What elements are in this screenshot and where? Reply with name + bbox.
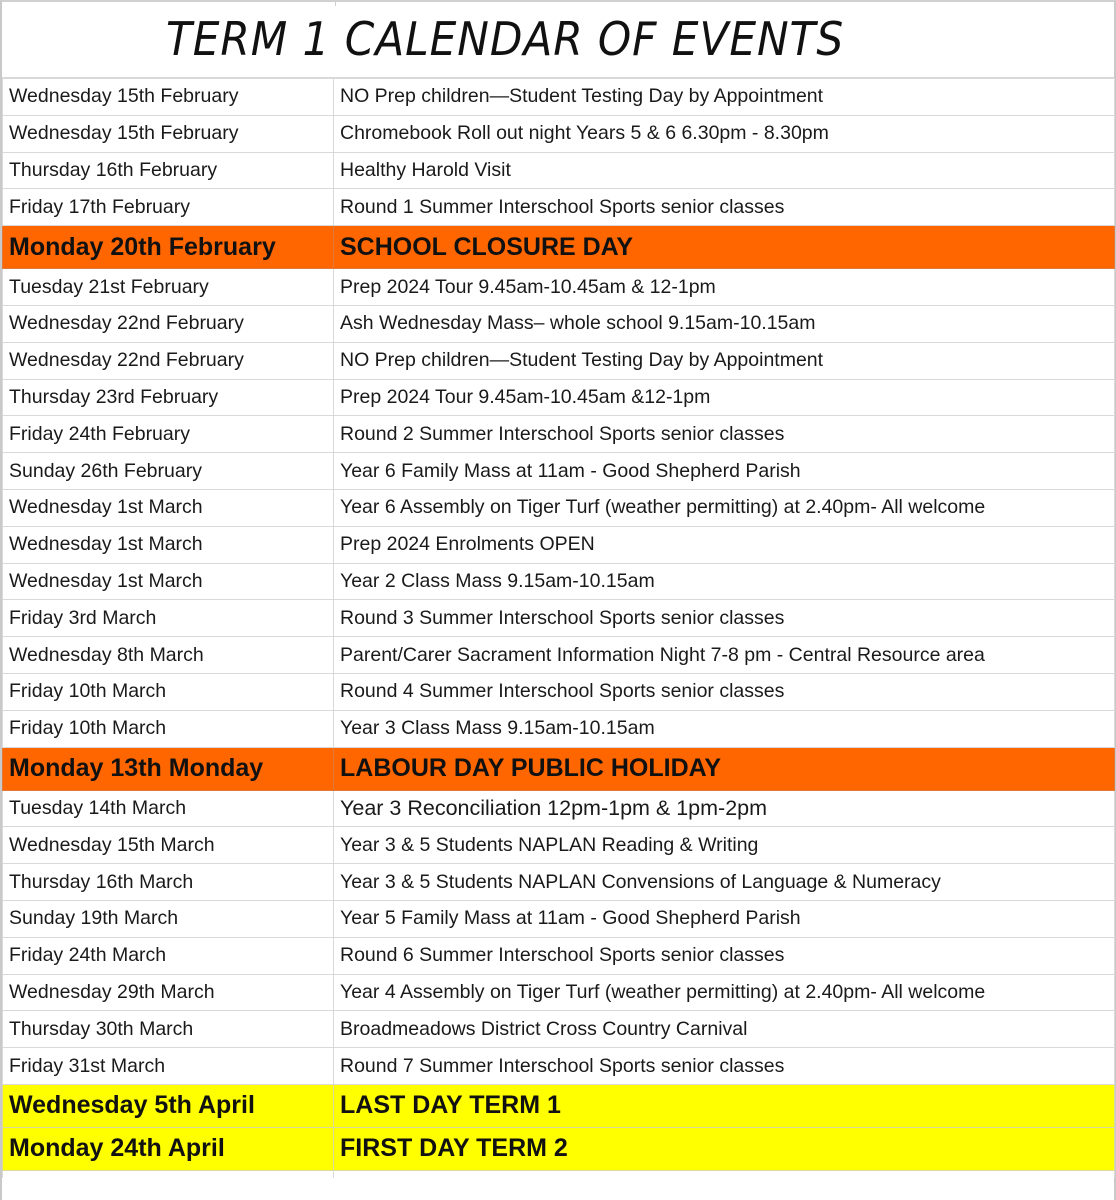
event-description: Parent/Carer Sacrament Information Night 7-8 pm - Central Resource area (334, 637, 1115, 674)
event-date: Monday 13th Monday (3, 747, 334, 790)
event-date: Friday 17th February (3, 189, 334, 226)
event-row (3, 305, 1115, 342)
event-row (3, 1084, 1115, 1127)
event-description: Broadmeadows District Cross Country Carnival (334, 1011, 1115, 1048)
event-date: Sunday 26th February (3, 453, 334, 490)
event-description: Year 3 Class Mass 9.15am-10.15am (334, 710, 1115, 747)
event-row (3, 342, 1115, 379)
event-description: Prep 2024 Tour 9.45am-10.45am & 12-1pm (334, 269, 1115, 306)
event-row (3, 269, 1115, 306)
event-row (3, 673, 1115, 710)
event-date: Friday 31st March (3, 1048, 334, 1085)
event-row (3, 790, 1115, 827)
event-row (3, 526, 1115, 563)
event-date: Monday 24th April (3, 1127, 334, 1170)
event-description: Year 3 & 5 Students NAPLAN Convensions of Language & Numeracy (334, 864, 1115, 901)
event-description: Prep 2024 Tour 9.45am-10.45am &12-1pm (334, 379, 1115, 416)
event-description: NO Prep children—Student Testing Day by Appointment (334, 342, 1115, 379)
event-date: Friday 24th March (3, 937, 334, 974)
event-row (3, 379, 1115, 416)
event-date: Wednesday 15th February (3, 115, 334, 152)
event-row (3, 79, 1115, 116)
title-row (2, 2, 1114, 78)
event-date: Wednesday 1st March (3, 489, 334, 526)
event-description: Chromebook Roll out night Years 5 & 6 6.30pm - 8.30pm (334, 115, 1115, 152)
event-date: Wednesday 15th February (3, 79, 334, 116)
event-row (3, 637, 1115, 674)
event-description: LAST DAY TERM 1 (334, 1084, 1115, 1127)
event-description: Year 4 Assembly on Tiger Turf (weather permitting) at 2.40pm- All welcome (334, 974, 1115, 1011)
event-description: Year 2 Class Mass 9.15am-10.15am (334, 563, 1115, 600)
event-date: Wednesday 5th April (3, 1084, 334, 1127)
event-description: NO Prep children—Student Testing Day by Appointment (334, 79, 1115, 116)
event-row (3, 453, 1115, 490)
event-row (3, 974, 1115, 1011)
event-description: Year 3 Reconciliation 12pm-1pm & 1pm-2pm (334, 790, 1115, 827)
event-date: Thursday 16th February (3, 152, 334, 189)
event-row (3, 710, 1115, 747)
event-date: Wednesday 22nd February (3, 342, 334, 379)
event-row (3, 152, 1115, 189)
event-description: Year 6 Assembly on Tiger Turf (weather permitting) at 2.40pm- All welcome (334, 489, 1115, 526)
empty-row (3, 1170, 1115, 1178)
event-date: Wednesday 15th March (3, 827, 334, 864)
event-date: Friday 24th February (3, 416, 334, 453)
event-row (3, 1011, 1115, 1048)
event-description: LABOUR DAY PUBLIC HOLIDAY (334, 747, 1115, 790)
event-description: Year 5 Family Mass at 11am - Good Shepherd Parish (334, 900, 1115, 937)
event-row (3, 747, 1115, 790)
event-date: Friday 10th March (3, 673, 334, 710)
event-row (3, 864, 1115, 901)
event-description: FIRST DAY TERM 2 (334, 1127, 1115, 1170)
event-date: Tuesday 21st February (3, 269, 334, 306)
events-table (2, 78, 1115, 1178)
event-description: Round 4 Summer Interschool Sports senior classes (334, 673, 1115, 710)
event-description: Round 2 Summer Interschool Sports senior classes (334, 416, 1115, 453)
event-description: Round 1 Summer Interschool Sports senior classes (334, 189, 1115, 226)
event-date: Friday 10th March (3, 710, 334, 747)
event-description: Year 6 Family Mass at 11am - Good Shepherd Parish (334, 453, 1115, 490)
event-row (3, 600, 1115, 637)
event-row (3, 900, 1115, 937)
event-date: Wednesday 29th March (3, 974, 334, 1011)
event-description: Round 3 Summer Interschool Sports senior classes (334, 600, 1115, 637)
event-row (3, 226, 1115, 269)
event-row (3, 489, 1115, 526)
event-description: Prep 2024 Enrolments OPEN (334, 526, 1115, 563)
event-description: SCHOOL CLOSURE DAY (334, 226, 1115, 269)
empty-cell (334, 1170, 1115, 1178)
event-row (3, 563, 1115, 600)
event-date: Wednesday 1st March (3, 526, 334, 563)
event-date: Sunday 19th March (3, 900, 334, 937)
event-row (3, 827, 1115, 864)
event-row (3, 416, 1115, 453)
event-row (3, 1127, 1115, 1170)
page-title: TERM 1 CALENDAR OF EVENTS (166, 12, 845, 66)
event-date: Wednesday 1st March (3, 563, 334, 600)
event-description: Round 6 Summer Interschool Sports senior classes (334, 937, 1115, 974)
event-date: Thursday 23rd February (3, 379, 334, 416)
events-table-body (3, 79, 1115, 1179)
event-date: Wednesday 8th March (3, 637, 334, 674)
event-date: Monday 20th February (3, 226, 334, 269)
event-row (3, 1048, 1115, 1085)
event-row (3, 937, 1115, 974)
event-row (3, 115, 1115, 152)
event-date: Thursday 16th March (3, 864, 334, 901)
event-date: Wednesday 22nd February (3, 305, 334, 342)
event-description: Healthy Harold Visit (334, 152, 1115, 189)
event-date: Tuesday 14th March (3, 790, 334, 827)
event-date: Friday 3rd March (3, 600, 334, 637)
empty-cell (3, 1170, 334, 1178)
event-row (3, 189, 1115, 226)
column-divider (335, 2, 336, 6)
event-description: Round 7 Summer Interschool Sports senior classes (334, 1048, 1115, 1085)
event-description: Year 3 & 5 Students NAPLAN Reading & Writing (334, 827, 1115, 864)
event-date: Thursday 30th March (3, 1011, 334, 1048)
event-description: Ash Wednesday Mass– whole school 9.15am-10.15am (334, 305, 1115, 342)
